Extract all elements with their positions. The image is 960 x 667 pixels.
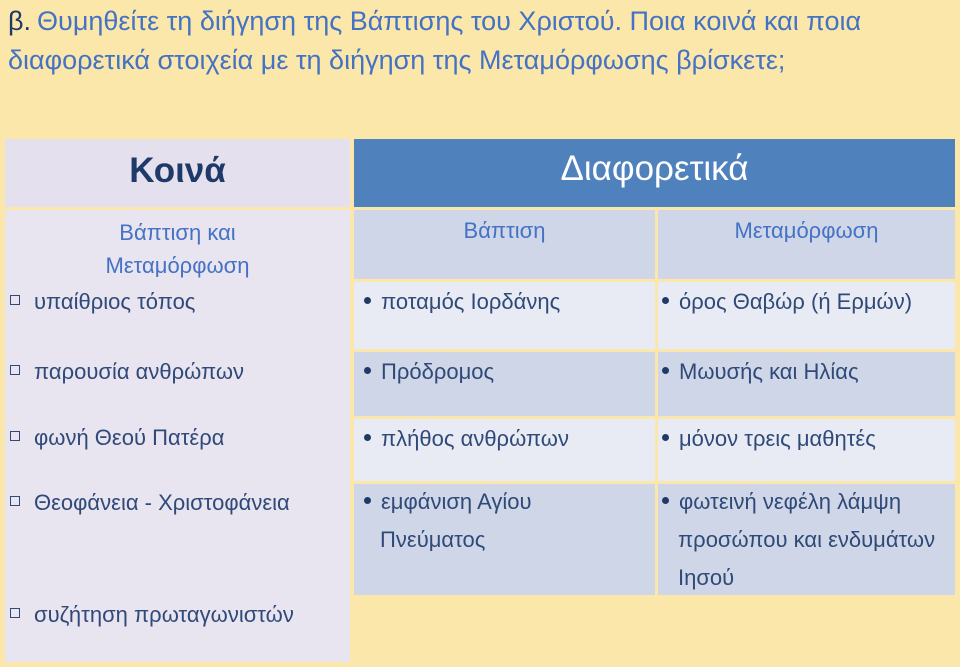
transfiguration-subheader-cell [658, 210, 955, 279]
baptism-subheader: Βάπτιση [463, 218, 546, 243]
list-item: Πρόδρομος [364, 353, 494, 391]
list-item: Μωυσής και Ηλίας [662, 353, 859, 391]
common-header-cell [5, 139, 350, 207]
list-item: Θεοφάνεια - Χριστοφάνεια [10, 484, 290, 522]
transfiguration-subheader: Μεταμόρφωση [734, 218, 879, 243]
list-item: μόνον τρεις μαθητές [662, 420, 876, 458]
list-item: ποταμός Ιορδάνης [364, 283, 560, 321]
baptism-subheader-cell [354, 210, 655, 279]
question-prefix: β. [8, 6, 32, 36]
question-text [8, 2, 953, 80]
list-item: φωτεινή νεφέλη λάμψη προσώπου και ενδυμάτων Ιησού [662, 483, 953, 597]
differences-header-cell [354, 139, 955, 207]
list-item: συζήτηση πρωταγωνιστών [10, 596, 294, 634]
list-item: φωνή Θεού Πατέρα [10, 419, 224, 457]
question-body: Θυμηθείτε τη διήγηση της Βάπτισης του Χριστού. Ποια κοινά και ποια διαφορετικά στοιχεία με τη διήγηση της Μεταμόρφωσης βρίσκετε; [8, 6, 862, 75]
common-header: Κοινά [129, 151, 226, 190]
list-item: πλήθος ανθρώπων [364, 420, 569, 458]
list-item: υπαίθριος τόπος [10, 283, 195, 321]
list-item: όρος Θαβώρ (ή Ερμών) [662, 283, 912, 321]
differences-header: Διαφορετικά [560, 149, 749, 188]
list-item: εμφάνιση Αγίου Πνεύματος [364, 483, 610, 559]
list-item: παρουσία ανθρώπων [10, 353, 244, 391]
common-subheader: Βάπτιση και Μεταμόρφωση [105, 220, 250, 278]
